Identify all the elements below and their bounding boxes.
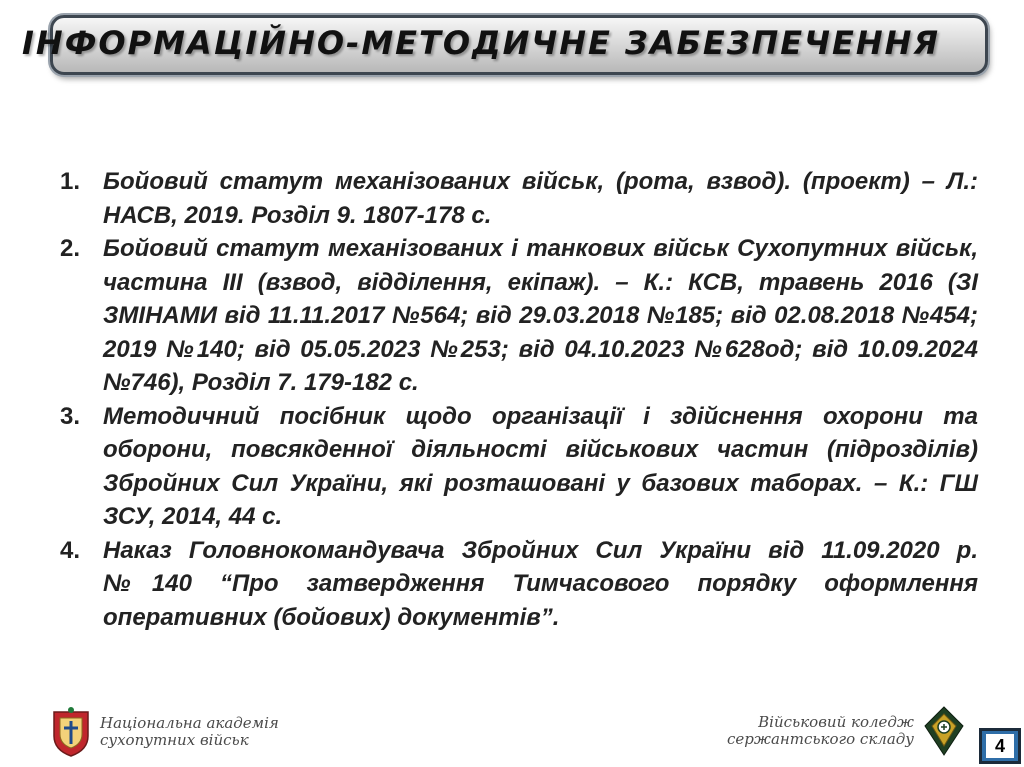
list-item <box>60 165 978 232</box>
footer-right <box>727 706 964 756</box>
page-number: 4 <box>986 734 1014 758</box>
reference-list <box>60 165 978 634</box>
list-item-text: Наказ Головнокомандувача Збройних Сил України від 11.09.2020 р. №140 “Про затвердження Тимчасового порядку оформлення оперативних (бойових) документів”. <box>103 536 978 631</box>
list-item-number: 1. <box>60 168 81 195</box>
list-item-text: Бойовий статут механізованих і танкових військ Сухопутних військ, частина III (взвод, відділення, екіпаж). – К.: КСВ, травень 2016 (ЗІ ЗМІНАМИ від 11.11.2017 №564; від 29.03.2018 №185; від 02.08.2018 №454; 2019 №140; від 05.05.2023 №253; від 04.10.2023 №628од; від 10.09.2024 №746), Розділ 7. 179-182 с. <box>103 235 978 396</box>
page-number-badge <box>979 728 1021 764</box>
list-item <box>60 400 978 534</box>
list-item-number: 3. <box>60 402 81 430</box>
college-name-line1: Військовий коледж <box>758 713 914 731</box>
academy-name <box>100 715 279 749</box>
college-emblem-icon <box>924 706 964 756</box>
academy-name-line1: Національна академія <box>100 714 279 732</box>
list-item-number: 2. <box>60 235 81 262</box>
list-item-text: Методичний посібник щодо організації і здійснення охорони та оборони, повсякденної діяльності військових частин (підрозділів) Збройних Сил України, які розташовані у базових таборах. – К.: ГШ ЗСУ, 2014, 44 с. <box>103 402 978 530</box>
list-item-text: Бойовий статут механізованих військ, (рота, взвод). (проект) – Л.: НАСВ, 2019. Розділ 9. 1807-178 с. <box>103 168 978 229</box>
list-item-number: 4. <box>60 536 81 564</box>
list-item <box>60 534 978 635</box>
slide-title: ІНФОРМАЦІЙНО-МЕТОДИЧНЕ ЗАБЕЗПЕЧЕННЯ <box>22 24 941 62</box>
college-name-line2: сержантського складу <box>727 730 914 748</box>
college-name <box>727 714 914 748</box>
academy-name-line2: сухопутних військ <box>100 731 249 749</box>
footer-left <box>52 706 279 758</box>
list-item <box>60 232 978 400</box>
academy-crest-icon <box>52 706 90 758</box>
